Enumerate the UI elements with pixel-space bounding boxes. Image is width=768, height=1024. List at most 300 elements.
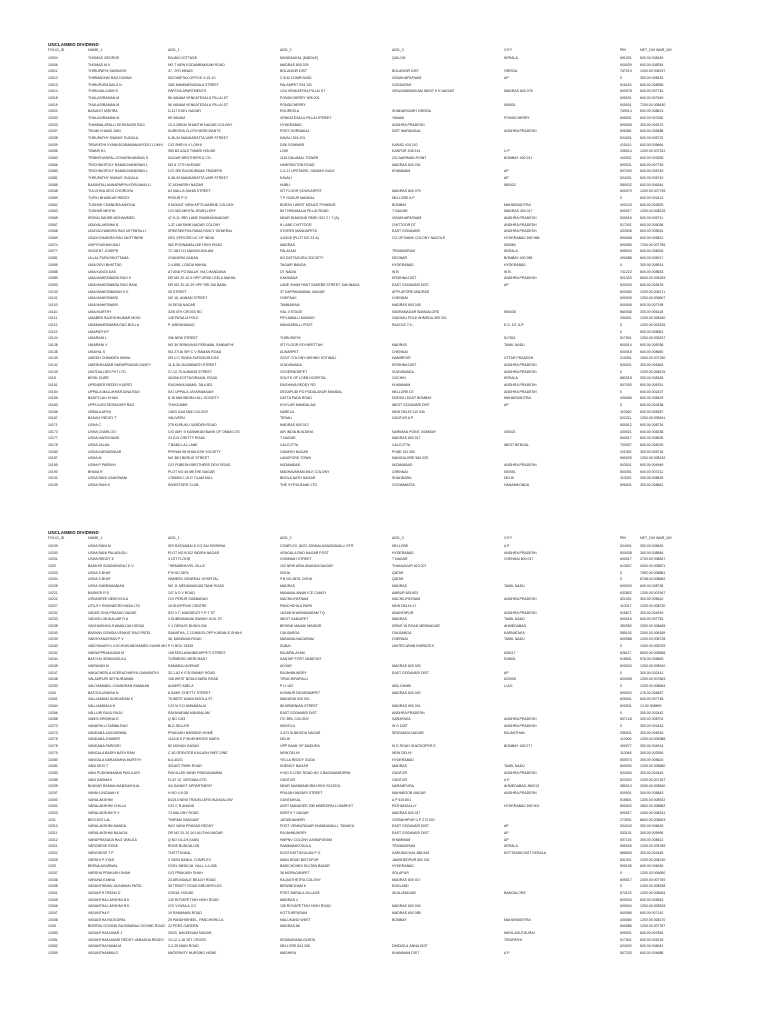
table-row: [0, 857, 768, 864]
table-row: [0, 128, 768, 135]
name-cell: ULLAL PURUSHOTTAMA: [88, 256, 129, 261]
name-cell: USHA JALAN: [88, 442, 110, 447]
folio-cell: 10278: [48, 744, 58, 749]
folio-cell: 10033: [48, 122, 58, 127]
address-line-3-cell: CHENNAI: [392, 637, 408, 642]
name-cell: TUPILI BHASKAR REDDY: [88, 196, 130, 201]
dividend-warrant-cell: 300.00 002445: [640, 850, 664, 855]
address-line-1-cell: HAMEED GENERAL HOSPITAL: [168, 577, 219, 582]
address-line-3-cell: MADRAS 600 045: [392, 302, 421, 307]
address-line-1-cell: V 1 DESAI'S BUNGLOW: [168, 624, 207, 629]
table-row: [0, 716, 768, 723]
name-cell: THULASIRAMAN M: [88, 116, 120, 121]
address-line-2-cell: NARELA: [280, 409, 295, 414]
table-row: [0, 75, 768, 82]
city-cell: ANDHRA PRADESH: [504, 216, 537, 221]
address-line-2-cell: PONDICHERRY 605 001: [280, 96, 320, 101]
city-cell: CHENNAI 600 017: [504, 557, 534, 562]
table-row: [0, 817, 768, 824]
address-line-2-cell: MAIN ROAD BISTUPUR: [280, 857, 319, 862]
city-cell: MAYILADUTHURAI: [504, 930, 535, 935]
folio-cell: 10261: [48, 697, 58, 702]
address-line-2-cell: NEAR DIAMOND PARK O/O C I T (A): [280, 216, 339, 221]
name-cell: VAMSI KRISHNA D: [88, 717, 119, 722]
folio-cell: 1035: [48, 924, 56, 929]
address-line-3-cell: AMBUR 635 802: [392, 590, 419, 595]
name-cell: USHA S BHAT: [88, 577, 111, 582]
address-line-3-cell: DORIVLI EAST BOMBAY: [392, 396, 432, 401]
address-line-2-cell: BEHIND MANAV MANDIR: [280, 624, 322, 629]
address-line-3-cell: QUILON: [392, 56, 406, 60]
dividend-warrant-cell: 300.00 008625: [640, 476, 664, 481]
table-row: [0, 710, 768, 717]
address-line-2-cell: STORES MANDAPETA: [280, 229, 317, 234]
dividend-warrant-cell: 300.00 008661: [640, 483, 664, 487]
name-cell: USHA RANI PALADUGU: [88, 550, 127, 555]
name-cell: UNITDALLIES PVT LTD: [88, 369, 126, 374]
pin-cell: 0: [620, 884, 622, 889]
address-line-2-cell: 85 ARMENIAN STREET: [280, 704, 318, 709]
pin-cell: 600017: [620, 877, 632, 882]
table-row: [0, 883, 768, 890]
table-row: [0, 215, 768, 222]
dividend-warrant-cell: 300.00 006615: [640, 824, 664, 829]
folio-cell: 10338: [48, 884, 58, 889]
table-row: [0, 683, 768, 690]
dividend-warrant-cell: 1200.00 008171: [640, 289, 666, 294]
address-line-3-cell: KARUKACHAL 686 540: [392, 850, 430, 855]
address-line-1-cell: 2-2-25 MAIN ROAD: [168, 944, 199, 949]
folio-cell: 1031: [48, 817, 56, 822]
address-line-3-cell: MADRAS 600 017: [392, 810, 421, 815]
dividend-warrant-cell: 600.00 005722: [640, 136, 664, 141]
address-line-1-cell: " BEMABHUVEL VILLA": [168, 564, 206, 569]
address-line-1-cell: 1-37 LAKSHMI NAGAR COLONY: [168, 222, 221, 227]
pin-cell: 515671: [620, 610, 632, 615]
pin-cell: 625001: [620, 697, 632, 702]
name-cell: UMA MURTHY: [88, 309, 112, 314]
folio-cell: 10171: [48, 422, 58, 427]
name-cell: VARGHESE ROSE: [88, 844, 119, 849]
dividend-warrant-cell: 600.00 005215: [640, 937, 664, 942]
folio-cell: 10033: [48, 116, 58, 121]
pin-cell: 600017: [620, 810, 632, 815]
dividend-warrant-cell: 12.00 008699: [640, 704, 662, 709]
dividend-warrant-cell: 7992.00 008861: [640, 570, 666, 575]
dividend-warrant-cell: 300.00 005995: [640, 830, 664, 835]
folio-cell: 10180: [48, 449, 58, 454]
address-line-1-cell: P. ASIRANANAG: [168, 322, 195, 327]
address-line-1-cell: DR U C SINHA SURGEON D/16: [168, 356, 219, 361]
pin-cell: 560025: [620, 456, 632, 461]
dividend-warrant-cell: 1200.00 008654: [640, 684, 666, 689]
name-cell: UMA MAHESWARAN K E: [88, 289, 129, 294]
address-line-3-cell: GORAKHPUR U P 273 001: [392, 817, 435, 822]
city-cell: E.G. DT. A.P.: [504, 322, 525, 327]
name-cell: VALLURI RAJU RAJU: [88, 710, 123, 715]
address-line-1-cell: C/O M/S MEHTA JEWELLERY: [168, 209, 216, 214]
table-row: [0, 349, 768, 356]
column-header-add3: ADD_3: [392, 536, 404, 540]
address-line-2-cell: NIZAMABAD: [280, 462, 301, 467]
address-line-2-cell: KOTTURPURAM: [280, 910, 308, 915]
address-line-1-cell: TC 36/1711 MANICKAVILAM: [168, 249, 214, 254]
address-line-1-cell: C/O M S D ANNAMALAI: [168, 704, 206, 709]
table-row: [0, 122, 768, 129]
city-cell: 517501: [504, 336, 516, 341]
folio-cell: 10068: [48, 229, 58, 234]
dividend-warrant-cell: 1200.00 008132: [640, 456, 666, 461]
dividend-warrant-cell: 300.00 008183: [640, 376, 664, 381]
city-cell: HYDERABAD 500 068: [504, 236, 540, 241]
pin-cell: 0: [620, 644, 622, 649]
column-header-add1: ADD_1: [168, 48, 180, 52]
address-line-3-cell: TRIVANDRUM: [392, 844, 416, 849]
folio-cell: 10022: [48, 109, 58, 114]
address-line-2-cell: MADURAI 625 001: [280, 697, 310, 702]
city-cell: ANDHRA PRADESH: [504, 389, 537, 394]
column-header-add1: ADD_1: [168, 536, 180, 540]
sheet-title: UNCLAIMED DIVIDEND: [48, 530, 99, 535]
name-cell: TIKAM CHAND JAIN: [88, 129, 121, 134]
folio-cell: 10300: [48, 797, 58, 802]
address-line-1-cell: 11A/18 S P MUKHERJEE MARG: [168, 737, 220, 742]
pin-cell: 524201: [620, 176, 632, 181]
address-line-2-cell: SHENOY NAGAR: [280, 764, 309, 769]
folio-cell: 10006: [48, 62, 58, 67]
address-line-2-cell: HUBLI: [280, 182, 291, 187]
address-line-2-cell: POST VENKATANAR KHANDAVALLI, TANUKU: [280, 824, 355, 829]
name-cell: BASANTI MISHRA: [88, 109, 118, 114]
address-line-2-cell: BIRMINGHAM 6: [280, 884, 306, 889]
address-line-2-cell: KAVALI: [280, 176, 292, 181]
address-line-2-cell: PRAJAH ANSURI STREET: [280, 790, 323, 795]
address-line-2-cell: HMPNV COLONY ASWAPURAM: [280, 837, 332, 842]
pin-cell: 500068: [620, 236, 632, 241]
pin-cell: 580032: [620, 182, 632, 187]
address-line-2-cell: ADYAR: [280, 664, 292, 669]
table-row: [0, 435, 768, 442]
address-line-1-cell: PLOT NO 9/102 INDIRA NAGAR: [168, 550, 220, 555]
table-row: [0, 810, 768, 817]
address-line-2-cell: COMPLEX 16/23 JONNALAGADDAVALLI STR: [280, 544, 354, 548]
address-line-1-cell: 47, JYO MINAS: [168, 69, 193, 74]
pin-cell: 500038: [620, 550, 632, 555]
address-line-2-cell: GOVT COLONY BEHIND KOTWALI: [280, 356, 337, 361]
address-line-1-cell: FLAT 12, VIRGINIA GTD: [168, 777, 207, 782]
city-cell: TAMIL NADU: [504, 764, 525, 769]
dividend-warrant-cell: 1200.00 008125: [640, 209, 666, 214]
pin-cell: 605001: [620, 96, 632, 101]
dividend-warrant-cell: 2400.00 008938: [640, 884, 666, 889]
pin-cell: 600017: [620, 209, 632, 214]
address-line-3-cell: MADRAS 600 031: [392, 162, 421, 167]
table-row: [0, 329, 768, 336]
address-line-1-cell: 5-36-34 MANDARATTA VARI STREET: [168, 136, 229, 141]
folio-cell: 10325: [48, 857, 58, 862]
address-line-2-cell: KAKINADA: [280, 276, 298, 281]
pin-cell: 522211: [620, 416, 632, 421]
address-line-3-cell: NELLORE A P: [392, 196, 415, 201]
city-cell: ANDHRA PRADESH: [504, 362, 537, 367]
table-row: [0, 576, 768, 583]
address-line-1-cell: 3 YASH BANGL COMPLEX: [168, 857, 211, 862]
address-line-2-cell: BORIVLI WEST MOUNT POINSUR: [280, 202, 336, 207]
table-row: [0, 455, 768, 462]
name-cell: USHA REDDY K: [88, 557, 114, 562]
address-line-2-cell: MADRAS: [280, 584, 295, 589]
address-line-3-cell: W G DIST: [392, 724, 408, 729]
address-line-1-cell: 963 B3 AJAJI TIWARI HOUSE: [168, 149, 216, 154]
pin-cell: 574122: [620, 890, 632, 895]
dividend-warrant-cell: 600.00 008263: [640, 249, 664, 254]
address-line-1-cell: 962 POONAMALLEE HIGH ROAD: [168, 242, 223, 247]
address-line-2-cell: GANESH NAGAR: [280, 449, 309, 454]
table-row: [0, 583, 768, 590]
name-cell: USHA P PAREKH: [88, 462, 116, 467]
name-cell: VARSHA PRAKASH SHAH: [88, 870, 131, 875]
dividend-warrant-cell: 300.00 005610: [640, 597, 664, 602]
folio-cell: 10048: [48, 189, 58, 194]
pin-cell: 411052: [620, 449, 632, 454]
table-row: [0, 930, 768, 937]
pin-cell: 507128: [620, 717, 632, 722]
name-cell: VALIYAMABEL CHANDRAN RAMAIAN: [88, 684, 150, 689]
city-cell: KERALA: [504, 249, 518, 254]
address-line-1-cell: INVESTORS CLUB: [168, 483, 199, 487]
address-line-3-cell: GUNTUR A P: [392, 416, 414, 421]
dividend-warrant-cell: 1200.00 006634: [640, 890, 666, 895]
dividend-warrant-cell: 300.00 002554: [640, 750, 664, 755]
table-row: [0, 556, 768, 563]
address-line-1-cell: 35 STREET: [168, 289, 187, 294]
folio-cell: 10348: [48, 917, 58, 922]
address-line-1-cell: VALIVERU: [168, 416, 186, 421]
column-header-war-no: WAR_NO: [656, 48, 672, 52]
pin-cell: 0: [620, 76, 622, 81]
address-line-3-cell: NEW DELHI: [392, 750, 412, 755]
pin-cell: 0: [620, 670, 622, 675]
pin-cell: 517501: [620, 937, 632, 942]
address-line-2-cell: BOLANGIR DIST: [280, 69, 308, 74]
dividend-warrant-cell: 600.00 002438: [640, 402, 664, 407]
name-cell: TRICHINOPOLY RAMACHANDRAN L: [88, 169, 148, 174]
dividend-warrant-cell: 1200.00 008740: [640, 857, 666, 862]
pin-cell: 208014: [620, 149, 632, 154]
name-cell: USHA HARICHAND: [88, 436, 120, 441]
dividend-warrant-cell: 1200.00 008160: [640, 316, 666, 321]
name-cell: VARGHESE T P: [88, 850, 114, 855]
address-line-2-cell: KOOTHATTUKULAM P O: [280, 850, 321, 855]
address-line-3-cell: ENGLAND: [392, 884, 409, 889]
name-cell: UPENDER REDDY KUERTI: [88, 382, 133, 387]
folio-cell: 10311: [48, 830, 58, 835]
address-line-3-cell: KRISHNA DIST: [392, 276, 417, 281]
address-line-1-cell: 2-4-658, LODDA MAHAL: [168, 262, 207, 267]
name-cell: UTILITY ENGINEERS INDIA LTD: [88, 604, 140, 609]
folio-cell: 10341: [48, 890, 58, 895]
pin-cell: 110017: [620, 604, 632, 609]
address-line-1-cell: DR NO 20-10-29 OPP SRI SAI BABA: [168, 282, 227, 287]
folio-cell: 10268: [48, 717, 58, 722]
address-line-1-cell: TURMERIC MERCHANT: [168, 657, 208, 662]
folio-cell: 10189: [48, 462, 58, 467]
address-line-2-cell: MANGAPALLI POST,: [280, 322, 314, 327]
name-cell: USHA SUBRAMANIAN: [88, 584, 125, 589]
name-cell: TRIBHOVANPAL GOVARDHANDAS S: [88, 156, 149, 161]
folio-cell: 10242: [48, 650, 58, 655]
address-line-3-cell: MADRAS 600 085: [392, 910, 421, 915]
table-row: [0, 897, 768, 904]
dividend-warrant-cell: 300.00 005620: [640, 757, 664, 762]
table-row: [0, 723, 768, 730]
address-line-2-cell: MADRAS 600 029: [280, 62, 309, 67]
name-cell: VANAPALLI SUBBA RAO: [88, 724, 128, 729]
table-row: [0, 917, 768, 924]
folio-cell: 10192: [48, 476, 58, 481]
address-line-3-cell: M G ROAD GHATKOPER E: [392, 744, 436, 749]
address-line-2-cell: HAL II STAGE: [280, 309, 303, 314]
pin-cell: 380013: [620, 784, 632, 789]
address-line-2-cell: RAJAHMUNDRY: [280, 830, 307, 835]
pin-cell: 769014: [620, 109, 632, 114]
folio-cell: 10205: [48, 584, 58, 589]
dividend-warrant-cell: 600.00 008238: [640, 429, 664, 434]
address-line-2-cell: AIR INDIA BUILDING: [280, 429, 314, 434]
address-line-3-cell: T NAGAR: [392, 209, 408, 214]
address-line-1-cell: PLOT NO 46 METHE NAGAR: [168, 469, 215, 474]
name-cell: VARALAKSHMI: [88, 797, 113, 802]
folio-cell: 10085: [48, 182, 58, 187]
dividend-warrant-cell: 8748.00 008862: [640, 577, 666, 582]
pin-cell: 0: [620, 329, 622, 334]
folio-cell: 10201: [48, 557, 58, 562]
name-cell: THRUPATHY SWAMY GUDALA: [88, 136, 139, 141]
pin-cell: 600020: [620, 664, 632, 669]
table-row: [0, 743, 768, 750]
pin-cell: 506001: [620, 483, 632, 487]
table-row: [0, 315, 768, 322]
dividend-warrant-cell: 600.00 005531: [640, 229, 664, 234]
table-row: [0, 375, 768, 382]
address-line-1-cell: 106 WEST BOULEVARD ROAD: [168, 677, 219, 682]
address-line-3-cell: VIRUGAMBAKKAM WEST K K NAGAR: [392, 89, 454, 94]
table-row: [0, 222, 768, 229]
address-line-2-cell: TAMBARAM: [280, 302, 300, 307]
city-cell: 600051: [504, 469, 516, 474]
dividend-warrant-cell: 900.00 008961: [640, 329, 664, 334]
address-line-1-cell: PRAKASH NARSING HOME: [168, 730, 214, 735]
folio-cell: 10088: [48, 269, 58, 274]
dividend-warrant-cell: 600.00 005543: [640, 897, 664, 902]
city-cell: A P: [504, 777, 510, 782]
pin-cell: 600051: [620, 469, 632, 474]
address-line-2-cell: POST BURALA VILLAGE: [280, 890, 320, 895]
address-line-2-cell: KOVVUR MANDALAM: [280, 402, 316, 407]
pin-cell: 400103: [620, 202, 632, 207]
address-line-2-cell: MACHILIPATNAM: [280, 597, 309, 602]
table-row: [0, 750, 768, 757]
dividend-warrant-cell: 600.00 004949: [640, 462, 664, 467]
address-line-1-cell: PAVULURI VANKI PRASUNAMMA: [168, 770, 223, 775]
table-row: [0, 676, 768, 683]
table-row: [0, 877, 768, 884]
address-line-3-cell: NEW DELHI-17: [392, 604, 417, 609]
table-row: [0, 863, 768, 870]
name-cell: USHA CHARLOO: [88, 429, 116, 434]
address-line-2-cell: KAVALI 524 201: [280, 136, 306, 141]
dividend-warrant-cell: 600.00 005821: [640, 236, 664, 241]
address-line-1-cell: H NO 4-9-28: [168, 790, 188, 795]
city-cell: A P: [504, 544, 510, 548]
table-row: [0, 777, 768, 784]
name-cell: THULASIRAMAN M: [88, 102, 120, 107]
pin-cell: 521333: [620, 276, 632, 281]
folio-cell: 10119: [48, 329, 58, 334]
name-cell: USHA RANI M: [88, 544, 111, 548]
address-line-3-cell: T NAGAR: [392, 557, 408, 562]
address-line-1-cell: 82 MOHAN SADAN: [168, 744, 199, 749]
folio-cell: 10245: [48, 664, 58, 669]
address-line-1-cell: D-117 KOEL NAGAR: [168, 109, 201, 114]
folio-cell: 10081: [48, 176, 58, 181]
folio-cell: 10195: [48, 483, 58, 487]
pin-cell: 600004: [620, 897, 632, 902]
address-line-2-cell: PIPLAWALU MANDIO: [280, 316, 315, 321]
table-row: [0, 195, 768, 202]
table-row: [0, 409, 768, 416]
address-line-1-cell: SAMATHA, 1.13.565/20,OPP KARAN-E-SHAHI: [168, 630, 242, 635]
address-line-2-cell: GUNTAKKAL: [280, 797, 301, 802]
dividend-warrant-cell: 300.00 004914: [640, 744, 664, 749]
city-cell: HANAMKONDA: [504, 483, 530, 487]
folio-cell: 10063: [48, 209, 58, 214]
table-row: [0, 797, 768, 804]
name-cell: UMPIYNDHAN NAIJ: [88, 242, 121, 247]
folio-cell: 10270: [48, 724, 58, 729]
pin-cell: 624002: [620, 944, 632, 949]
dividend-warrant-cell: 600.00 005740: [640, 169, 664, 174]
address-line-2-cell: VIJAYAWADA: [280, 362, 302, 367]
address-line-3-cell: 211 NARIMAN POINT: [392, 156, 427, 161]
address-line-1-cell: 27-12-70 AUBANS STREET: [168, 369, 212, 374]
table-row: [0, 282, 768, 289]
table-row: [0, 603, 768, 610]
address-line-3-cell: MANGALORE 560 025: [392, 456, 428, 461]
table-row: [0, 208, 768, 215]
folio-cell: 10221: [48, 590, 58, 595]
address-line-2-cell: ITC BRL COLONY: [280, 717, 310, 722]
folio-cell: 1026: [48, 690, 56, 695]
address-line-1-cell: 22 PDES GARDEN: [168, 924, 199, 929]
column-header-city: CITY: [504, 536, 513, 540]
address-line-2-cell: DELHI: [280, 737, 291, 742]
pin-cell: 600012: [620, 422, 632, 427]
address-line-3-cell: GADHAU POLE AHMEDA-390 001: [392, 316, 447, 321]
address-line-1-cell: 3/82 MANNARVASALA STREET: [168, 82, 219, 87]
name-cell: VALAMPURI SETHURAMAN: [88, 677, 134, 682]
address-line-2-cell: OPP BANK OF MADURA: [280, 744, 320, 749]
table-row: [0, 890, 768, 897]
address-line-1-cell: 4 1ST FLOOR: [168, 557, 191, 562]
address-line-1-cell: 9 MOUNT VIEW APTS MARINE COLONY: [168, 202, 234, 207]
folio-cell: 10101: [48, 296, 58, 301]
dividend-warrant-cell: 1200.00 008730: [640, 604, 666, 609]
city-cell: ANDHRA PRADESH: [504, 770, 537, 775]
table-row: [0, 188, 768, 195]
pin-cell: 600058: [620, 637, 632, 642]
pin-cell: 0: [620, 389, 622, 394]
